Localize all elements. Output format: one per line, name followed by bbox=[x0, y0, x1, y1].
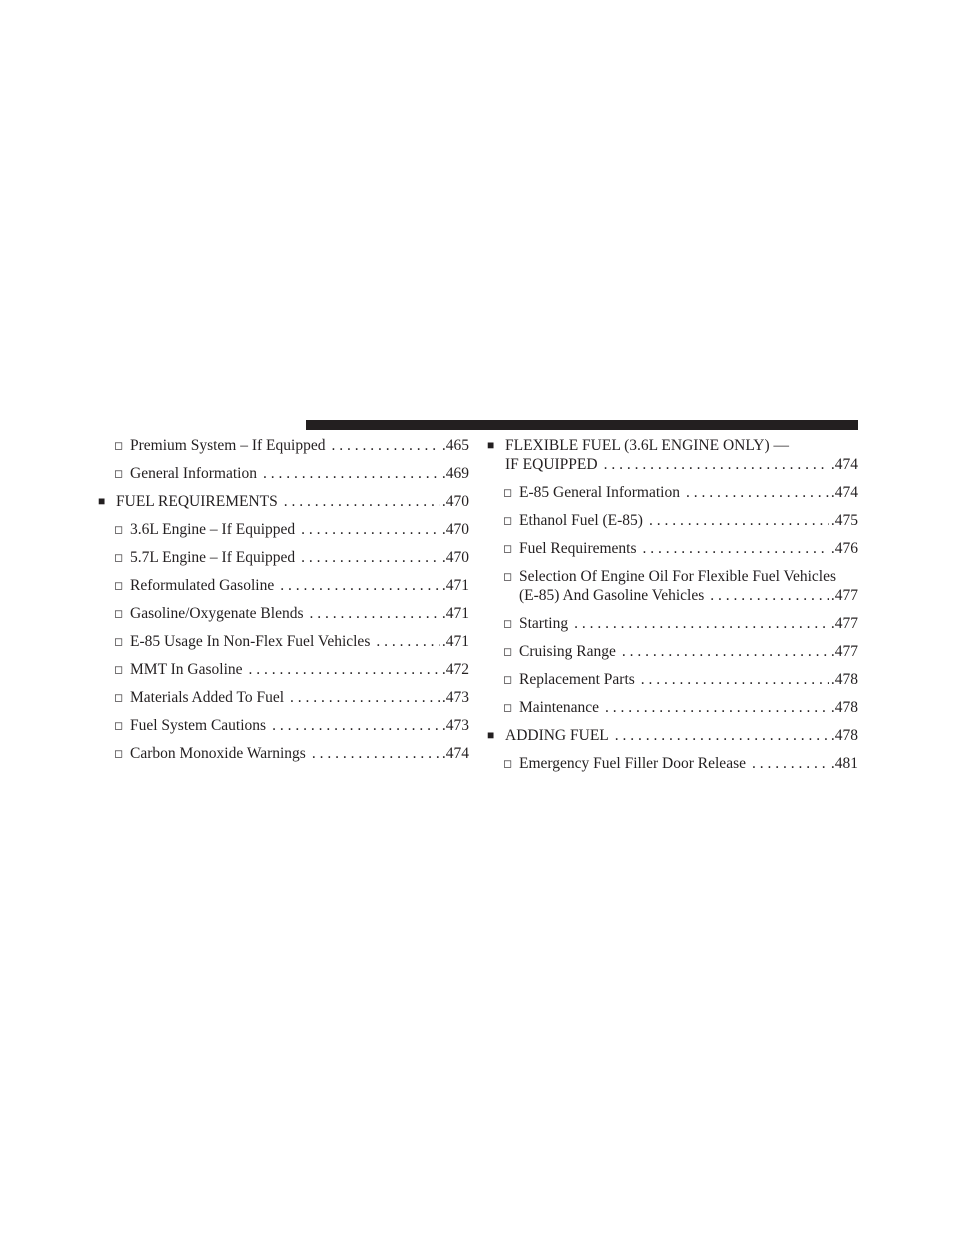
dot-leader bbox=[312, 744, 440, 763]
toc-entry[interactable] bbox=[98, 688, 469, 716]
toc-entry[interactable] bbox=[487, 754, 858, 782]
toc-entry-title: Emergency Fuel Filler Door Release bbox=[519, 755, 746, 772]
dot-leader bbox=[643, 539, 829, 558]
toc-entry-title: (E-85) And Gasoline Vehicles bbox=[519, 587, 705, 604]
toc-entry-title: Reformulated Gasoline bbox=[130, 577, 275, 594]
dot-leader bbox=[622, 642, 829, 661]
toc-entry[interactable] bbox=[487, 614, 858, 642]
toc-entry-title: Fuel Requirements bbox=[519, 540, 637, 557]
checkbox-bullet-icon: ◻ bbox=[503, 487, 513, 499]
toc-entry-page: .474 bbox=[441, 745, 469, 762]
toc-entry-page: .478 bbox=[830, 699, 858, 716]
toc-section-title: ADDING FUEL bbox=[505, 727, 609, 744]
toc-entry-page: .472 bbox=[441, 661, 469, 678]
toc-entry[interactable] bbox=[487, 567, 858, 614]
checkbox-bullet-icon: ◻ bbox=[114, 580, 124, 592]
dot-leader bbox=[615, 726, 829, 745]
toc-entry-page: .481 bbox=[830, 755, 858, 772]
square-bullet-icon: ■ bbox=[98, 494, 106, 508]
checkbox-bullet-icon: ◻ bbox=[114, 636, 124, 648]
dot-leader bbox=[752, 754, 829, 773]
dot-leader bbox=[605, 698, 829, 717]
toc-right-column bbox=[487, 436, 858, 782]
toc-entry[interactable] bbox=[487, 698, 858, 726]
toc-entry-page: .471 bbox=[441, 633, 469, 650]
toc-entry-page: .477 bbox=[830, 643, 858, 660]
checkbox-bullet-icon: ◻ bbox=[114, 552, 124, 564]
toc-entry-title: Ethanol Fuel (E-85) bbox=[519, 512, 643, 529]
toc-entry-page: .475 bbox=[830, 512, 858, 529]
toc-entry-page: .474 bbox=[830, 484, 858, 501]
checkbox-bullet-icon: ◻ bbox=[114, 664, 124, 676]
square-bullet-icon: ■ bbox=[487, 438, 495, 452]
toc-entry-page: .478 bbox=[830, 727, 858, 744]
dot-leader bbox=[309, 604, 439, 623]
square-bullet-icon: ■ bbox=[487, 728, 495, 742]
dot-leader bbox=[280, 576, 440, 595]
toc-entry-page: .477 bbox=[830, 615, 858, 632]
toc-entry[interactable] bbox=[98, 632, 469, 660]
toc-entry-title: General Information bbox=[130, 465, 257, 482]
toc-entry-page: .476 bbox=[830, 540, 858, 557]
checkbox-bullet-icon: ◻ bbox=[114, 720, 124, 732]
toc-entry[interactable] bbox=[487, 511, 858, 539]
toc-section-title: IF EQUIPPED bbox=[505, 456, 598, 473]
checkbox-bullet-icon: ◻ bbox=[503, 674, 513, 686]
dot-leader bbox=[376, 632, 440, 651]
toc-entry[interactable] bbox=[487, 483, 858, 511]
toc-entry-title: MMT In Gasoline bbox=[130, 661, 243, 678]
toc-entry[interactable] bbox=[98, 464, 469, 492]
checkbox-bullet-icon: ◻ bbox=[503, 571, 513, 583]
toc-entry-page: .473 bbox=[441, 689, 469, 706]
header-rule bbox=[306, 420, 858, 430]
dot-leader bbox=[641, 670, 829, 689]
toc-entry-title-line1: Selection Of Engine Oil For Flexible Fuel Vehicles bbox=[519, 568, 836, 585]
toc-entry-page: .465 bbox=[441, 437, 469, 454]
dot-leader bbox=[301, 548, 440, 567]
checkbox-bullet-icon: ◻ bbox=[503, 515, 513, 527]
toc-entry[interactable] bbox=[487, 670, 858, 698]
checkbox-bullet-icon: ◻ bbox=[503, 702, 513, 714]
toc-entry-page: .470 bbox=[441, 549, 469, 566]
toc-entry[interactable] bbox=[487, 539, 858, 567]
checkbox-bullet-icon: ◻ bbox=[114, 692, 124, 704]
toc-section-title: FUEL REQUIREMENTS bbox=[116, 493, 278, 510]
toc-entry[interactable] bbox=[98, 744, 469, 772]
toc-entry[interactable] bbox=[98, 716, 469, 744]
toc-entry[interactable] bbox=[98, 604, 469, 632]
toc-entry-page: .470 bbox=[441, 521, 469, 538]
dot-leader bbox=[249, 660, 440, 679]
toc-entry-title: E-85 Usage In Non-Flex Fuel Vehicles bbox=[130, 633, 371, 650]
checkbox-bullet-icon: ◻ bbox=[114, 440, 124, 452]
toc-entry-page: .474 bbox=[830, 456, 858, 473]
toc-entry[interactable] bbox=[98, 548, 469, 576]
toc-entry-page: .473 bbox=[441, 717, 469, 734]
checkbox-bullet-icon: ◻ bbox=[114, 468, 124, 480]
toc-entry-page: .478 bbox=[830, 671, 858, 688]
toc-entry-page: .471 bbox=[441, 577, 469, 594]
toc-entry-title: 3.6L Engine – If Equipped bbox=[130, 521, 296, 538]
dot-leader bbox=[604, 455, 829, 474]
toc-entry[interactable] bbox=[98, 436, 469, 464]
checkbox-bullet-icon: ◻ bbox=[503, 543, 513, 555]
toc-entry-page: .469 bbox=[441, 465, 469, 482]
dot-leader bbox=[301, 520, 440, 539]
dot-leader bbox=[284, 492, 440, 511]
dot-leader bbox=[272, 716, 440, 735]
toc-entry-title: Gasoline/Oxygenate Blends bbox=[130, 605, 304, 622]
checkbox-bullet-icon: ◻ bbox=[114, 524, 124, 536]
toc-entry-title: Maintenance bbox=[519, 699, 600, 716]
toc-entry[interactable] bbox=[487, 642, 858, 670]
checkbox-bullet-icon: ◻ bbox=[503, 758, 513, 770]
toc-entry-title: Fuel System Cautions bbox=[130, 717, 267, 734]
dot-leader bbox=[263, 464, 440, 483]
checkbox-bullet-icon: ◻ bbox=[114, 608, 124, 620]
toc-section[interactable] bbox=[98, 492, 469, 520]
dot-leader bbox=[290, 688, 440, 707]
toc-entry-title: E-85 General Information bbox=[519, 484, 680, 501]
dot-leader bbox=[649, 511, 829, 530]
checkbox-bullet-icon: ◻ bbox=[503, 646, 513, 658]
dot-leader bbox=[686, 483, 829, 502]
toc-entry[interactable] bbox=[98, 576, 469, 604]
toc-entry-title: Cruising Range bbox=[519, 643, 616, 660]
toc-section[interactable] bbox=[487, 726, 858, 754]
toc-entry-title: Carbon Monoxide Warnings bbox=[130, 745, 306, 762]
checkbox-bullet-icon: ◻ bbox=[114, 748, 124, 760]
toc-entry-title: Materials Added To Fuel bbox=[130, 689, 285, 706]
dot-leader bbox=[710, 586, 829, 605]
toc-entry-title: Starting bbox=[519, 615, 569, 632]
toc-section-title-line1: FLEXIBLE FUEL (3.6L ENGINE ONLY) — bbox=[505, 437, 790, 454]
toc-entry-title: 5.7L Engine – If Equipped bbox=[130, 549, 296, 566]
dot-leader bbox=[331, 436, 439, 455]
toc-entry-page: .470 bbox=[441, 493, 469, 510]
toc-entry[interactable] bbox=[98, 660, 469, 688]
dot-leader bbox=[574, 614, 829, 633]
toc-entry-page: .477 bbox=[830, 587, 858, 604]
toc-entry[interactable] bbox=[98, 520, 469, 548]
toc-left-column bbox=[98, 436, 469, 772]
toc-entry-page: .471 bbox=[441, 605, 469, 622]
toc-entry-title: Replacement Parts bbox=[519, 671, 635, 688]
checkbox-bullet-icon: ◻ bbox=[503, 618, 513, 630]
toc-section[interactable] bbox=[487, 436, 858, 483]
toc-entry-title: Premium System – If Equipped bbox=[130, 437, 326, 454]
